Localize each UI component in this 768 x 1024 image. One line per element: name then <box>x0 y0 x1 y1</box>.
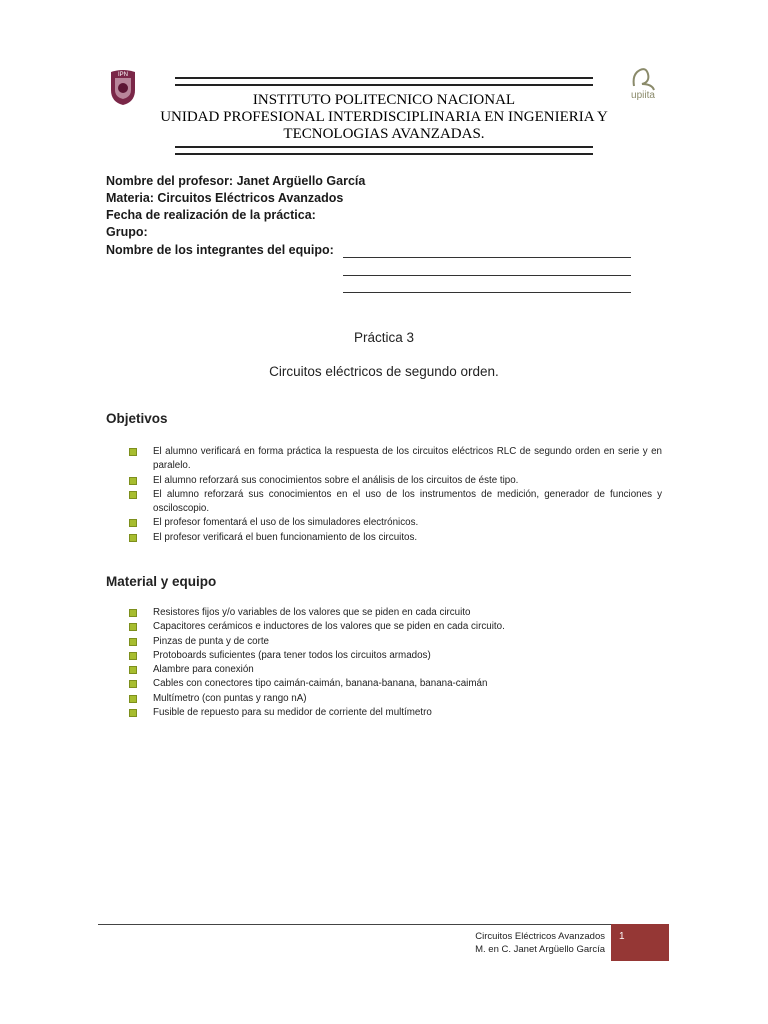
header-rule-bottom <box>175 146 593 155</box>
objectives-heading: Objetivos <box>106 411 168 426</box>
list-item: Resistores fijos y/o variables de los valores que se piden en cada circuito <box>129 606 662 620</box>
footer-author: M. en C. Janet Argüello García <box>475 944 605 955</box>
square-bullet-icon <box>129 609 137 617</box>
square-bullet-icon <box>129 695 137 703</box>
page-number: 1 <box>619 931 625 942</box>
list-item: Pinzas de punta y de corte <box>129 635 662 649</box>
ipn-logo-text: IPN <box>117 72 129 78</box>
objectives-list <box>129 445 662 545</box>
practice-title: Circuitos eléctricos de segundo orden. <box>269 364 499 379</box>
institute-name: INSTITUTO POLITECNICO NACIONAL <box>252 92 516 108</box>
unit-name-line1: UNIDAD PROFESIONAL INTERDISCIPLINARIA EN INGENIERIA Y <box>160 109 608 125</box>
footer-text <box>400 930 605 956</box>
square-bullet-icon <box>129 534 137 542</box>
list-item: El alumno verificará en forma práctica la respuesta de los circuitos eléctricos RLC de segundo orden en serie y en paralelo. <box>129 445 662 474</box>
square-bullet-icon <box>129 666 137 674</box>
unit-name-line2: TECNOLOGIAS AVANZADAS. <box>283 126 485 142</box>
list-item: Fusible de repuesto para su medidor de corriente del multímetro <box>129 706 662 720</box>
square-bullet-icon <box>129 519 137 527</box>
practice-date-label: Fecha de realización de la práctica: <box>106 208 316 222</box>
upiita-logo-text: upiita <box>631 90 655 101</box>
team-member-blank-2[interactable] <box>343 275 631 276</box>
square-bullet-icon <box>129 680 137 688</box>
square-bullet-icon <box>129 448 137 456</box>
list-item: El alumno reforzará sus conocimientos sobre el análisis de los circuitos de éste tipo. <box>129 474 662 488</box>
list-item: Protoboards suficientes (para tener todos los circuitos armados) <box>129 649 662 663</box>
professor-name: Nombre del profesor: Janet Argüello García <box>106 174 366 188</box>
team-members-label: Nombre de los integrantes del equipo: <box>106 243 334 257</box>
group-label: Grupo: <box>106 225 148 239</box>
list-item: Multímetro (con puntas y rango nA) <box>129 692 662 706</box>
page-number-box <box>611 924 669 961</box>
team-member-blank-1[interactable] <box>343 257 631 258</box>
list-item: Cables con conectores tipo caimán-caimán, banana-banana, banana-caimán <box>129 677 662 691</box>
list-item: El alumno reforzará sus conocimientos en el uso de los instrumentos de medición, generador de funciones y osciloscopio. <box>129 488 662 517</box>
square-bullet-icon <box>129 652 137 660</box>
footer-subject: Circuitos Eléctricos Avanzados <box>475 931 605 942</box>
square-bullet-icon <box>129 709 137 717</box>
subject: Materia: Circuitos Eléctricos Avanzados <box>106 191 344 205</box>
materials-list <box>129 606 662 720</box>
square-bullet-icon <box>129 477 137 485</box>
list-item: El profesor fomentará el uso de los simuladores electrónicos. <box>129 516 662 530</box>
list-item: Alambre para conexión <box>129 663 662 677</box>
footer-rule <box>98 924 611 925</box>
square-bullet-icon <box>129 638 137 646</box>
list-item: Capacitores cerámicos e inductores de los valores que se piden en cada circuito. <box>129 620 662 634</box>
square-bullet-icon <box>129 623 137 631</box>
materials-heading: Material y equipo <box>106 574 217 589</box>
team-member-blank-3[interactable] <box>343 292 631 293</box>
list-item: El profesor verificará el buen funcionamiento de los circuitos. <box>129 531 662 545</box>
square-bullet-icon <box>129 491 137 499</box>
header-rule-top <box>175 77 593 86</box>
practice-number: Práctica 3 <box>353 330 415 345</box>
